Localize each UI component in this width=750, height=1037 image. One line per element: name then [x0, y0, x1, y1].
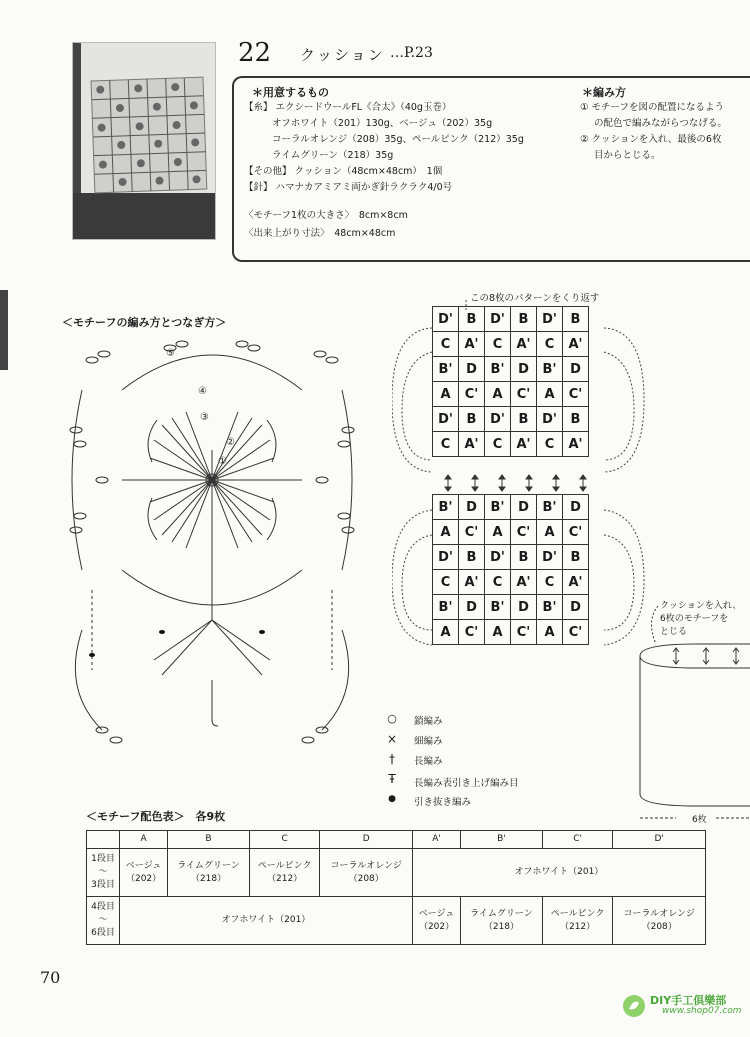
cushion-note-3: とじる	[660, 627, 688, 637]
header-b-prime: B'	[461, 831, 543, 849]
label-line: 〜	[98, 867, 108, 877]
color-code: （212）	[267, 873, 303, 884]
grid-cell: C'	[563, 520, 589, 545]
color-cell-c	[249, 849, 320, 897]
grid-cell: D	[563, 357, 589, 382]
grid-cell: C	[485, 432, 511, 457]
materials-line-offwhite: オフホワイト（201）130g、ベージュ（202）35g	[272, 118, 493, 129]
offwhite-merged-cell: オフホワイト（201）	[120, 897, 413, 945]
layout-grid-top	[432, 306, 589, 457]
label-line: 〜	[98, 915, 108, 925]
grid-row	[433, 432, 589, 457]
header-d-prime: D'	[613, 831, 706, 849]
grid-cell: C'	[459, 620, 485, 645]
grid-cell: C	[485, 570, 511, 595]
color-code: （202）	[125, 873, 162, 884]
repeat-pattern-note: この8枚のパターンをくり返す	[470, 293, 600, 304]
grid-cell: B	[459, 545, 485, 570]
grid-cell: A	[537, 382, 563, 407]
color-name: コーラルオレンジ	[330, 860, 402, 871]
grid-cell: D'	[485, 407, 511, 432]
layout-grid-bottom	[432, 494, 589, 645]
grid-cell: C'	[459, 382, 485, 407]
grid-cell: C	[433, 432, 459, 457]
grid-cell: D	[563, 595, 589, 620]
cushion-diagram	[636, 606, 750, 826]
color-cell-d-prime	[613, 897, 706, 945]
grid-cell: B'	[433, 357, 459, 382]
method-line-1: ① モチーフを図の配置になるよう	[580, 102, 725, 113]
grid-cell: A	[485, 382, 511, 407]
grid-cell: A'	[511, 332, 537, 357]
color-code: （218）	[483, 921, 520, 932]
color-cell-b	[168, 849, 250, 897]
grid-row	[433, 495, 589, 520]
grid-cell: D'	[537, 307, 563, 332]
cushion-6-motifs-label: 6枚	[692, 815, 707, 825]
offwhite-merged-cell: オフホワイト（201）	[412, 849, 705, 897]
grid-cell: B	[511, 307, 537, 332]
pattern-title: クッション	[300, 46, 385, 64]
grid-cell: C'	[511, 520, 537, 545]
grid-cell: A	[537, 520, 563, 545]
grid-cell: D'	[433, 307, 459, 332]
grid-cell: A	[485, 520, 511, 545]
grid-cell: A'	[563, 432, 589, 457]
materials-line-lime: ライムグリーン（218）35g	[272, 150, 394, 161]
watermark-text: DIY手工俱樂部	[650, 994, 727, 1007]
motif-size: 〈モチーフ1枚の大きさ〉 8cm×8cm	[244, 210, 408, 221]
cushion-note-2: 6枚のモチーフを	[660, 614, 729, 624]
rounds-1-3-row	[87, 849, 706, 897]
color-code: （202）	[418, 921, 455, 932]
color-code: （208）	[641, 921, 677, 932]
grid-cell: D'	[433, 407, 459, 432]
grid-row	[433, 595, 589, 620]
cushion-note-1: クッションを入れ、	[660, 601, 742, 611]
color-cell-b-prime	[461, 897, 543, 945]
grid-cell: B	[563, 407, 589, 432]
grid-row	[433, 570, 589, 595]
grid-cell: B	[563, 307, 589, 332]
color-name: ベージュ	[125, 860, 162, 871]
single-crochet-icon: ×	[386, 732, 398, 746]
watermark-logo-icon	[622, 994, 646, 1018]
legend-slip-label: 引き抜き編み	[414, 797, 472, 808]
grid-cell: D'	[537, 545, 563, 570]
grid-row	[433, 332, 589, 357]
grid-cell: A	[433, 620, 459, 645]
watermark-url: www.shop07.com	[662, 1006, 742, 1016]
color-table-title: ＜モチーフ配色表＞ 各9枚	[86, 810, 226, 823]
grid-cell: C'	[459, 520, 485, 545]
grid-cell: B'	[537, 495, 563, 520]
chain-stitch-icon: ○	[387, 712, 397, 725]
rounds-4-6-row	[87, 897, 706, 945]
grid-cell: A	[537, 620, 563, 645]
method-line-3: ② クッションを入れ、最後の6枚	[580, 134, 722, 145]
legend-single-label: 細編み	[414, 736, 443, 747]
color-cell-d	[320, 849, 413, 897]
label-line: 4段目	[91, 902, 115, 912]
grid-row	[433, 545, 589, 570]
grid-row	[433, 620, 589, 645]
round-label-4: ④	[198, 386, 207, 397]
round-label-5: ⑤	[166, 348, 175, 359]
grid-cell: D	[511, 495, 537, 520]
grid-cell: C	[537, 432, 563, 457]
grid-cell: B	[459, 307, 485, 332]
materials-line-other: 【その他】 クッション（48cm×48cm） 1個	[244, 166, 443, 177]
double-crochet-icon: †	[389, 752, 395, 766]
color-code: （218）	[190, 873, 227, 884]
header-a: A	[120, 831, 168, 849]
materials-line-coral: コーラルオレンジ（208）35g、ペールピンク（212）35g	[272, 134, 524, 145]
grid-cell: A'	[511, 570, 537, 595]
grid-cell: B'	[485, 595, 511, 620]
grid-cell: D	[459, 357, 485, 382]
grid-cell: D	[563, 495, 589, 520]
page-number: 70	[40, 968, 61, 987]
color-name: ペールピンク	[257, 860, 312, 871]
grid-cell: C	[433, 332, 459, 357]
grid-cell: A	[485, 620, 511, 645]
legend-chain-label: 鎖編み	[414, 716, 443, 727]
grid-cell: A'	[563, 570, 589, 595]
grid-cell: D'	[433, 545, 459, 570]
header-d: D	[320, 831, 413, 849]
materials-line-yarn: 【糸】 エクシードウールFL《合太》（40g玉巻）	[244, 102, 452, 113]
header-b: B	[168, 831, 250, 849]
color-name: ライムグリーン	[470, 908, 533, 919]
grid-cell: D	[511, 595, 537, 620]
grid-cell: B	[511, 407, 537, 432]
motif-color-table	[86, 830, 706, 945]
grid-cell: B'	[485, 495, 511, 520]
label-line: 3段目	[91, 880, 115, 890]
slip-stitch-icon: ●	[388, 794, 396, 804]
round-label-2: ②	[226, 437, 235, 448]
grid-cell: A'	[459, 570, 485, 595]
color-name: ペールピンク	[550, 908, 605, 919]
grid-cell: D'	[537, 407, 563, 432]
rounds-1-3-label	[87, 849, 120, 897]
front-post-double-icon: Ŧ	[388, 772, 396, 786]
grid-cell: B'	[537, 357, 563, 382]
crochet-chart	[62, 330, 362, 770]
grid-cell: C'	[511, 620, 537, 645]
header-c: C	[249, 831, 320, 849]
grid-row	[433, 407, 589, 432]
grid-row	[433, 382, 589, 407]
color-name: コーラルオレンジ	[623, 908, 695, 919]
label-line: 6段目	[91, 928, 115, 938]
method-line-4: 目からとじる。	[594, 150, 661, 161]
color-table-header-row	[87, 831, 706, 849]
grid-cell: C	[433, 570, 459, 595]
grid-cell: D	[459, 595, 485, 620]
grid-cell: D'	[485, 307, 511, 332]
finished-size: 〈出来上がり寸法〉 48cm×48cm	[244, 228, 396, 239]
materials-heading: ＊用意するもの	[252, 86, 329, 99]
label-line: 1段目	[91, 854, 115, 864]
method-line-2: の配色で編みながらつなげる。	[594, 118, 727, 129]
grid-cell: D	[459, 495, 485, 520]
rounds-4-6-label	[87, 897, 120, 945]
stitch-legend	[384, 712, 524, 812]
grid-cell: A'	[511, 432, 537, 457]
color-name: ベージュ	[418, 908, 455, 919]
grid-row	[433, 357, 589, 382]
method-heading: ＊編み方	[582, 86, 626, 99]
grid-row	[433, 307, 589, 332]
legend-double-label: 長編み	[414, 756, 443, 767]
color-code: （212）	[559, 921, 596, 932]
grid-cell: C	[485, 332, 511, 357]
grid-cell: C	[537, 332, 563, 357]
grid-cell: B'	[537, 595, 563, 620]
grid-cell: A'	[459, 432, 485, 457]
grid-cell: A'	[459, 332, 485, 357]
round-label-3: ③	[200, 412, 209, 423]
pattern-number: 22	[238, 38, 272, 68]
corner-cell	[87, 831, 120, 849]
grid-cell: A	[433, 382, 459, 407]
grid-cell: B	[459, 407, 485, 432]
color-cell-c-prime	[542, 897, 613, 945]
grid-cell: B	[563, 545, 589, 570]
header-c-prime: C'	[542, 831, 613, 849]
color-cell-a-prime	[412, 897, 460, 945]
grid-cell: C'	[511, 382, 537, 407]
grid-cell: D'	[485, 545, 511, 570]
header-a-prime: A'	[412, 831, 460, 849]
round-label-1: ①	[218, 456, 227, 467]
page-reference: …P.23	[390, 45, 433, 61]
legend-frontpost-label: 長編み表引き上げ編み目	[414, 778, 519, 789]
cushion-photo	[72, 42, 216, 240]
color-code: （208）	[348, 873, 384, 884]
grid-cell: C	[537, 570, 563, 595]
grid-cell: A'	[563, 332, 589, 357]
grid-cell: B'	[433, 595, 459, 620]
grid-cell: B	[511, 545, 537, 570]
grid-row	[433, 520, 589, 545]
grid-cell: B'	[485, 357, 511, 382]
color-name: ライムグリーン	[177, 860, 240, 871]
grid-cell: B'	[433, 495, 459, 520]
color-cell-a	[120, 849, 168, 897]
chart-section-title: ＜モチーフの編み方とつなぎ方＞	[62, 316, 227, 329]
grid-cell: A	[433, 520, 459, 545]
materials-line-hook: 【針】 ハマナカアミアミ両かぎ針ラクラク4/0号	[244, 182, 453, 193]
join-arrows-middle	[436, 473, 596, 493]
grid-cell: C'	[563, 382, 589, 407]
grid-cell: C'	[563, 620, 589, 645]
page-edge-tab	[0, 290, 8, 370]
grid-cell: D	[511, 357, 537, 382]
